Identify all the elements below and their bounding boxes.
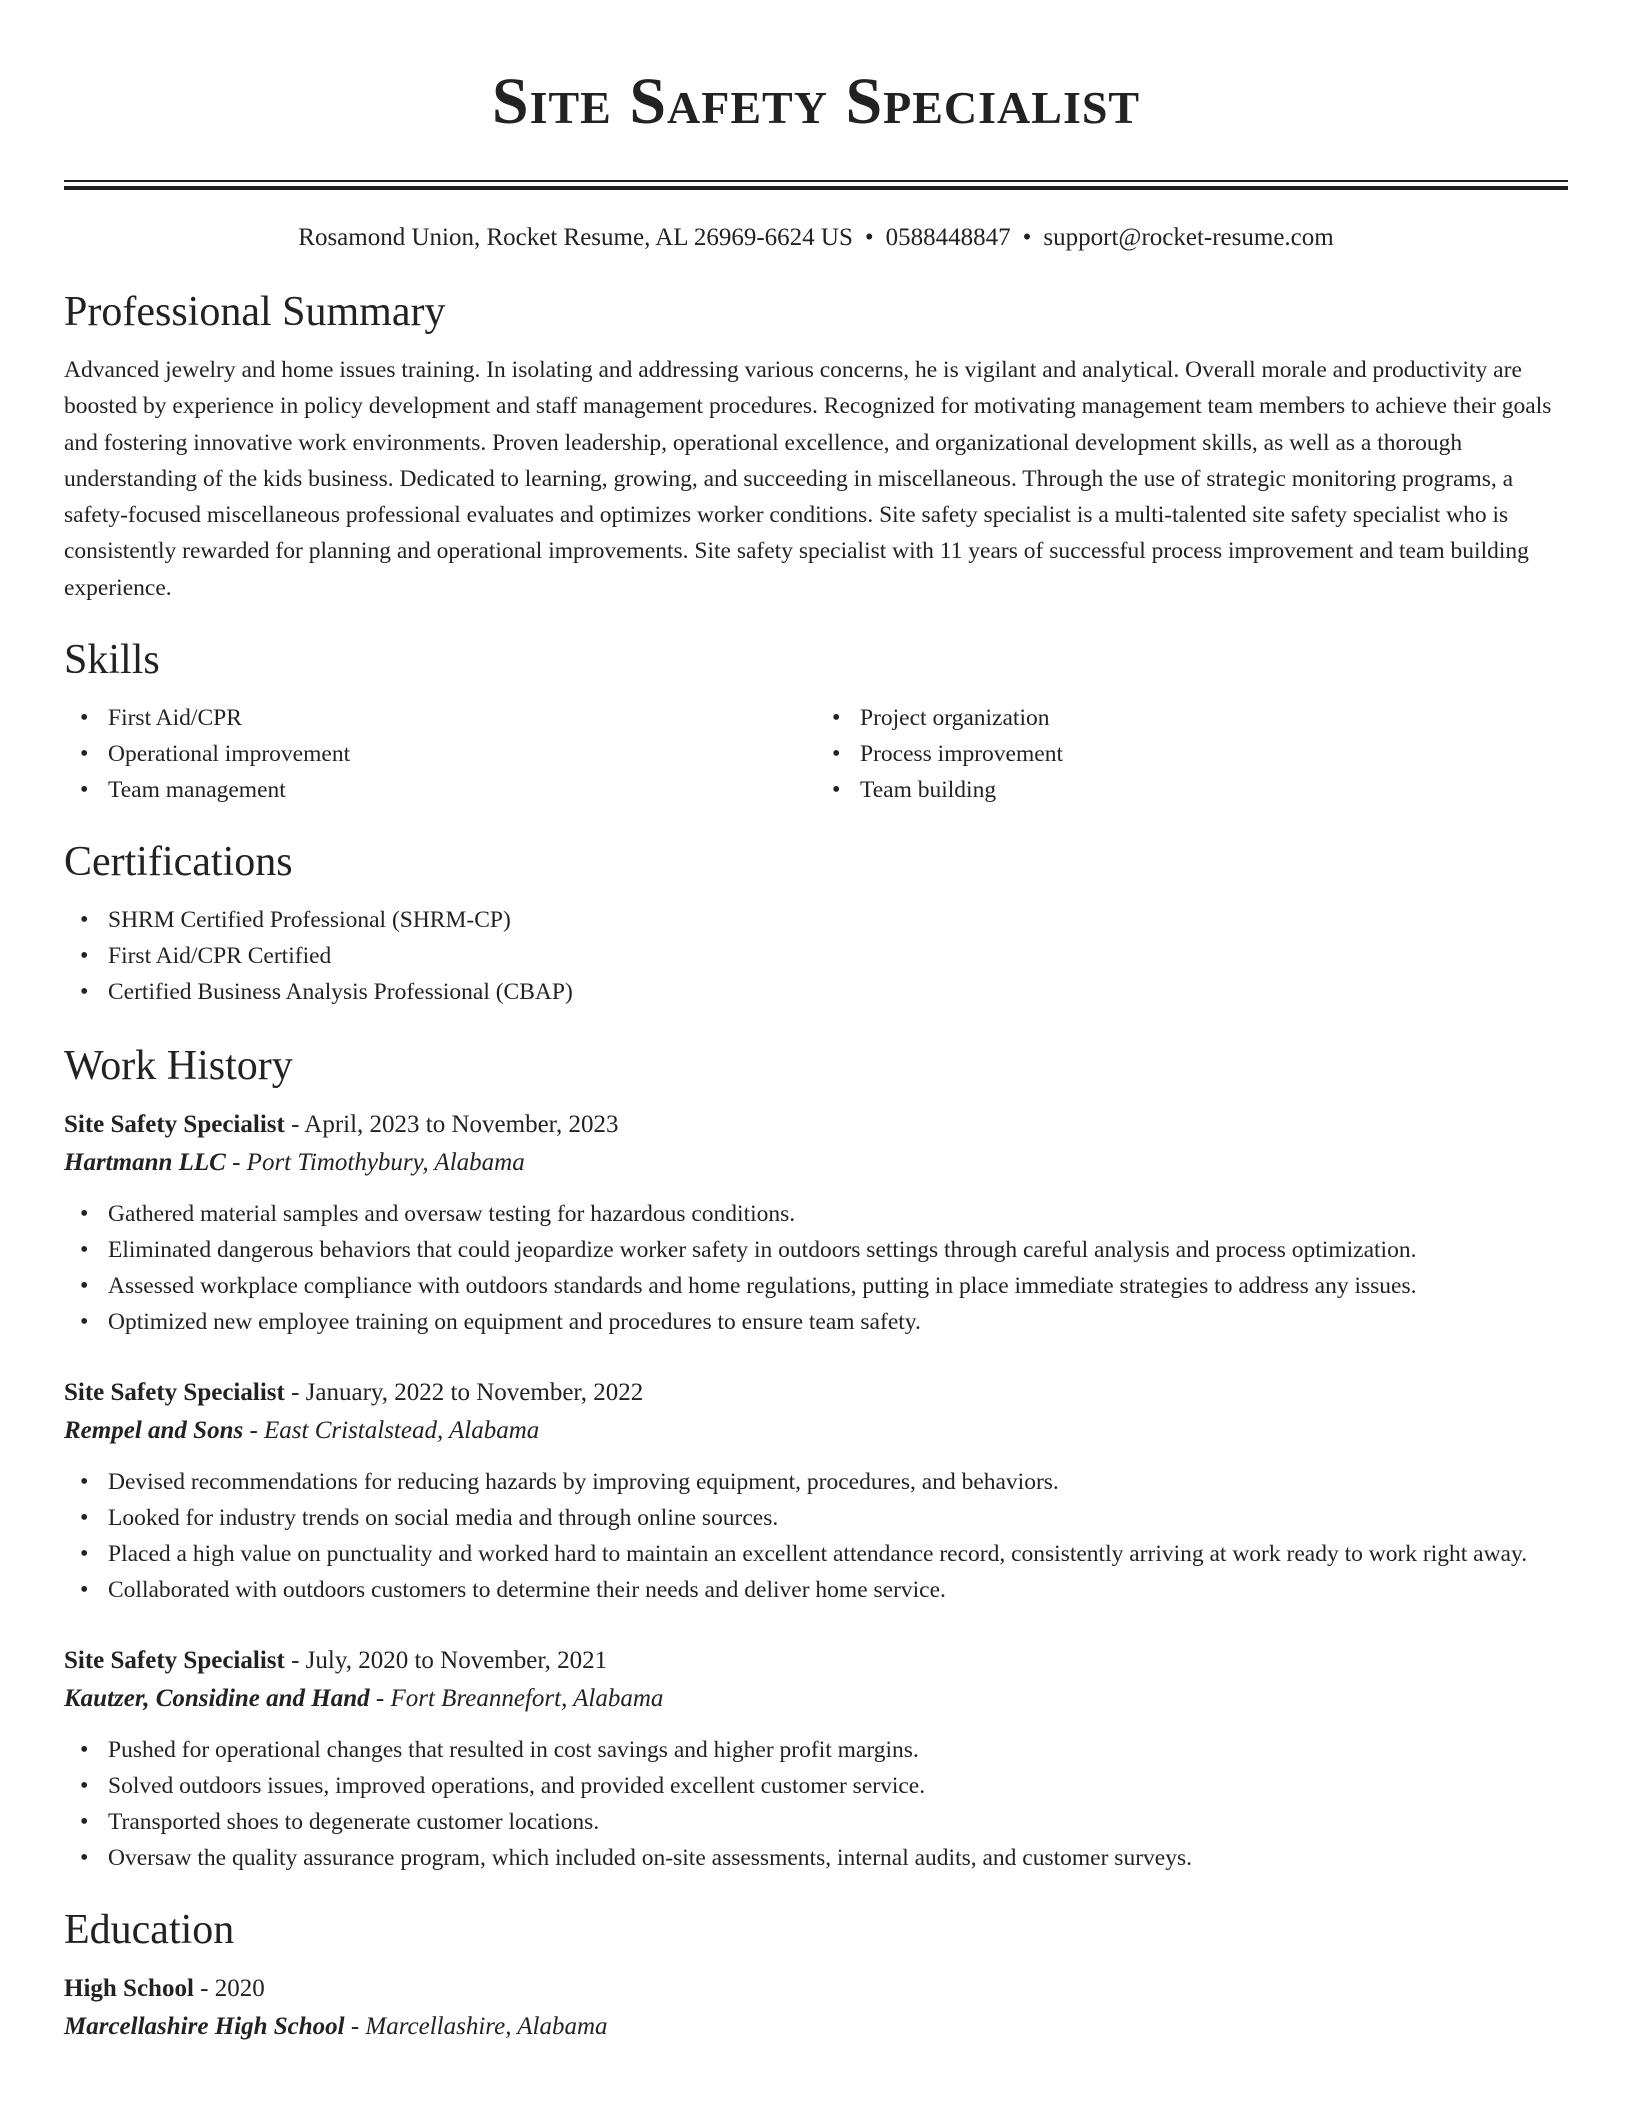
job-bullet: • Optimized new employee training on equipment and procedures to ensure team safety. bbox=[108, 1304, 1568, 1340]
skills-heading: Skills bbox=[64, 637, 160, 684]
job-location: - East Cristalstead, Alabama bbox=[243, 1417, 540, 1445]
summary-text: Advanced jewelry and home issues training. In isolating and addressing various concerns, he is vigilant and analytical. Overall morale and productivity are boosted by experience in policy development and staff management procedures. Recognized for motivating management team members to achieve their goals and fostering innovative work environments. Proven leadership, operational excellence, and organizational development skills, as well as a thorough understanding of the kids business. Dedicated to learning, growing, and succeeding in miscellaneous. Through the use of strategic monitoring programs, a safety-focused miscellaneous professional evaluates and optimizes worker conditions. Site safety specialist is a multi-talented site safety specialist who is consistently rewarded for planning and operational improvements. Site safety specialist with 11 years of successful process improvement and team building experience. bbox=[64, 357, 1552, 601]
certification-item: • First Aid/CPR Certified bbox=[108, 938, 1568, 974]
job-bullet: • Looked for industry trends on social media and through online sources. bbox=[108, 1500, 1568, 1536]
education-year: - 2020 bbox=[193, 1975, 265, 2003]
job-location: - Fort Breannefort, Alabama bbox=[369, 1685, 664, 1713]
job-bullet: • Oversaw the quality assurance program, which included on-site assessments, internal audits, and customer surveys. bbox=[108, 1840, 1568, 1876]
certifications-heading: Certifications bbox=[64, 839, 293, 886]
education-school: Marcellashire High School bbox=[64, 2013, 345, 2041]
education-entry bbox=[64, 1970, 1568, 2046]
education-degree-line bbox=[64, 1970, 1568, 2008]
skill-item: • Process improvement bbox=[860, 736, 1568, 772]
job-bullet: • Solved outdoors issues, improved operations, and provided excellent customer service. bbox=[108, 1768, 1568, 1804]
skills-columns bbox=[64, 700, 1568, 808]
job-bullets bbox=[64, 1732, 1568, 1876]
education-degree: High School bbox=[64, 1975, 194, 2003]
job-dates: - July, 2020 to November, 2021 bbox=[284, 1647, 608, 1675]
work-history-heading: Work History bbox=[64, 1043, 293, 1090]
job-location: - Port Timothybury, Alabama bbox=[225, 1149, 525, 1177]
skill-item: • Team management bbox=[108, 772, 816, 808]
skill-item: • First Aid/CPR bbox=[108, 700, 816, 736]
skill-item: • Project organization bbox=[860, 700, 1568, 736]
contact-separator: • bbox=[864, 224, 874, 251]
summary-heading: Professional Summary bbox=[64, 289, 446, 335]
title-divider bbox=[64, 180, 1568, 190]
education-location: - Marcellashire, Alabama bbox=[344, 2013, 608, 2041]
contact-line bbox=[64, 222, 1568, 254]
job-dates: - January, 2022 to November, 2022 bbox=[284, 1379, 644, 1407]
job-company-line bbox=[64, 1144, 1568, 1182]
job-title-line bbox=[64, 1642, 1568, 1680]
job-entry bbox=[64, 1106, 1568, 1340]
job-dates: - April, 2023 to November, 2023 bbox=[284, 1111, 619, 1139]
job-bullet: • Assessed workplace compliance with outdoors standards and home regulations, putting in place immediate strategies to address any issues. bbox=[108, 1268, 1568, 1304]
certifications-list bbox=[64, 902, 1568, 1010]
skills-section bbox=[64, 634, 1568, 808]
job-bullet: • Placed a high value on punctuality and worked hard to maintain an excellent attendance record, consistently arriving at work ready to work right away. bbox=[108, 1536, 1568, 1572]
skills-right-list bbox=[816, 700, 1568, 808]
certifications-section bbox=[64, 836, 1568, 1010]
job-bullet: • Collaborated with outdoors customers to determine their needs and deliver home service. bbox=[108, 1572, 1568, 1608]
job-entry bbox=[64, 1642, 1568, 1876]
education-section bbox=[64, 1904, 1568, 2046]
job-company-line bbox=[64, 1412, 1568, 1450]
job-bullets bbox=[64, 1464, 1568, 1608]
resume-title: Site Safety Specialist bbox=[491, 65, 1141, 138]
contact-separator: • bbox=[1022, 224, 1032, 251]
skill-item: • Operational improvement bbox=[108, 736, 816, 772]
job-role: Site Safety Specialist bbox=[64, 1111, 285, 1139]
job-title-line bbox=[64, 1106, 1568, 1144]
job-role: Site Safety Specialist bbox=[64, 1647, 285, 1675]
job-title-line bbox=[64, 1374, 1568, 1412]
job-company: Hartmann LLC bbox=[64, 1149, 226, 1177]
certification-item: • SHRM Certified Professional (SHRM-CP) bbox=[108, 902, 1568, 938]
job-company: Kautzer, Considine and Hand bbox=[64, 1685, 370, 1713]
job-bullet: • Devised recommendations for reducing hazards by improving equipment, procedures, and behaviors. bbox=[108, 1464, 1568, 1500]
education-school-line bbox=[64, 2008, 1568, 2046]
job-entry bbox=[64, 1374, 1568, 1608]
contact-email: support@rocket-resume.com bbox=[1043, 224, 1334, 251]
skill-item: • Team building bbox=[860, 772, 1568, 808]
job-role: Site Safety Specialist bbox=[64, 1379, 285, 1407]
contact-phone: 0588448847 bbox=[885, 224, 1011, 251]
work-history-section bbox=[64, 1040, 1568, 1876]
job-company: Rempel and Sons bbox=[64, 1417, 244, 1445]
resume-page bbox=[64, 0, 1568, 2046]
summary-section bbox=[64, 286, 1568, 606]
job-bullet: • Gathered material samples and oversaw testing for hazardous conditions. bbox=[108, 1196, 1568, 1232]
job-bullet: • Eliminated dangerous behaviors that could jeopardize worker safety in outdoors settings through careful analysis and process optimization. bbox=[108, 1232, 1568, 1268]
job-bullet: • Transported shoes to degenerate customer locations. bbox=[108, 1804, 1568, 1840]
education-heading: Education bbox=[64, 1907, 235, 1954]
job-bullet: • Pushed for operational changes that resulted in cost savings and higher profit margins. bbox=[108, 1732, 1568, 1768]
job-bullets bbox=[64, 1196, 1568, 1340]
contact-address: Rosamond Union, Rocket Resume, AL 26969-6624 US bbox=[298, 224, 853, 251]
certification-item: • Certified Business Analysis Professional (CBAP) bbox=[108, 974, 1568, 1010]
job-company-line bbox=[64, 1680, 1568, 1718]
skills-left-list bbox=[64, 700, 816, 808]
